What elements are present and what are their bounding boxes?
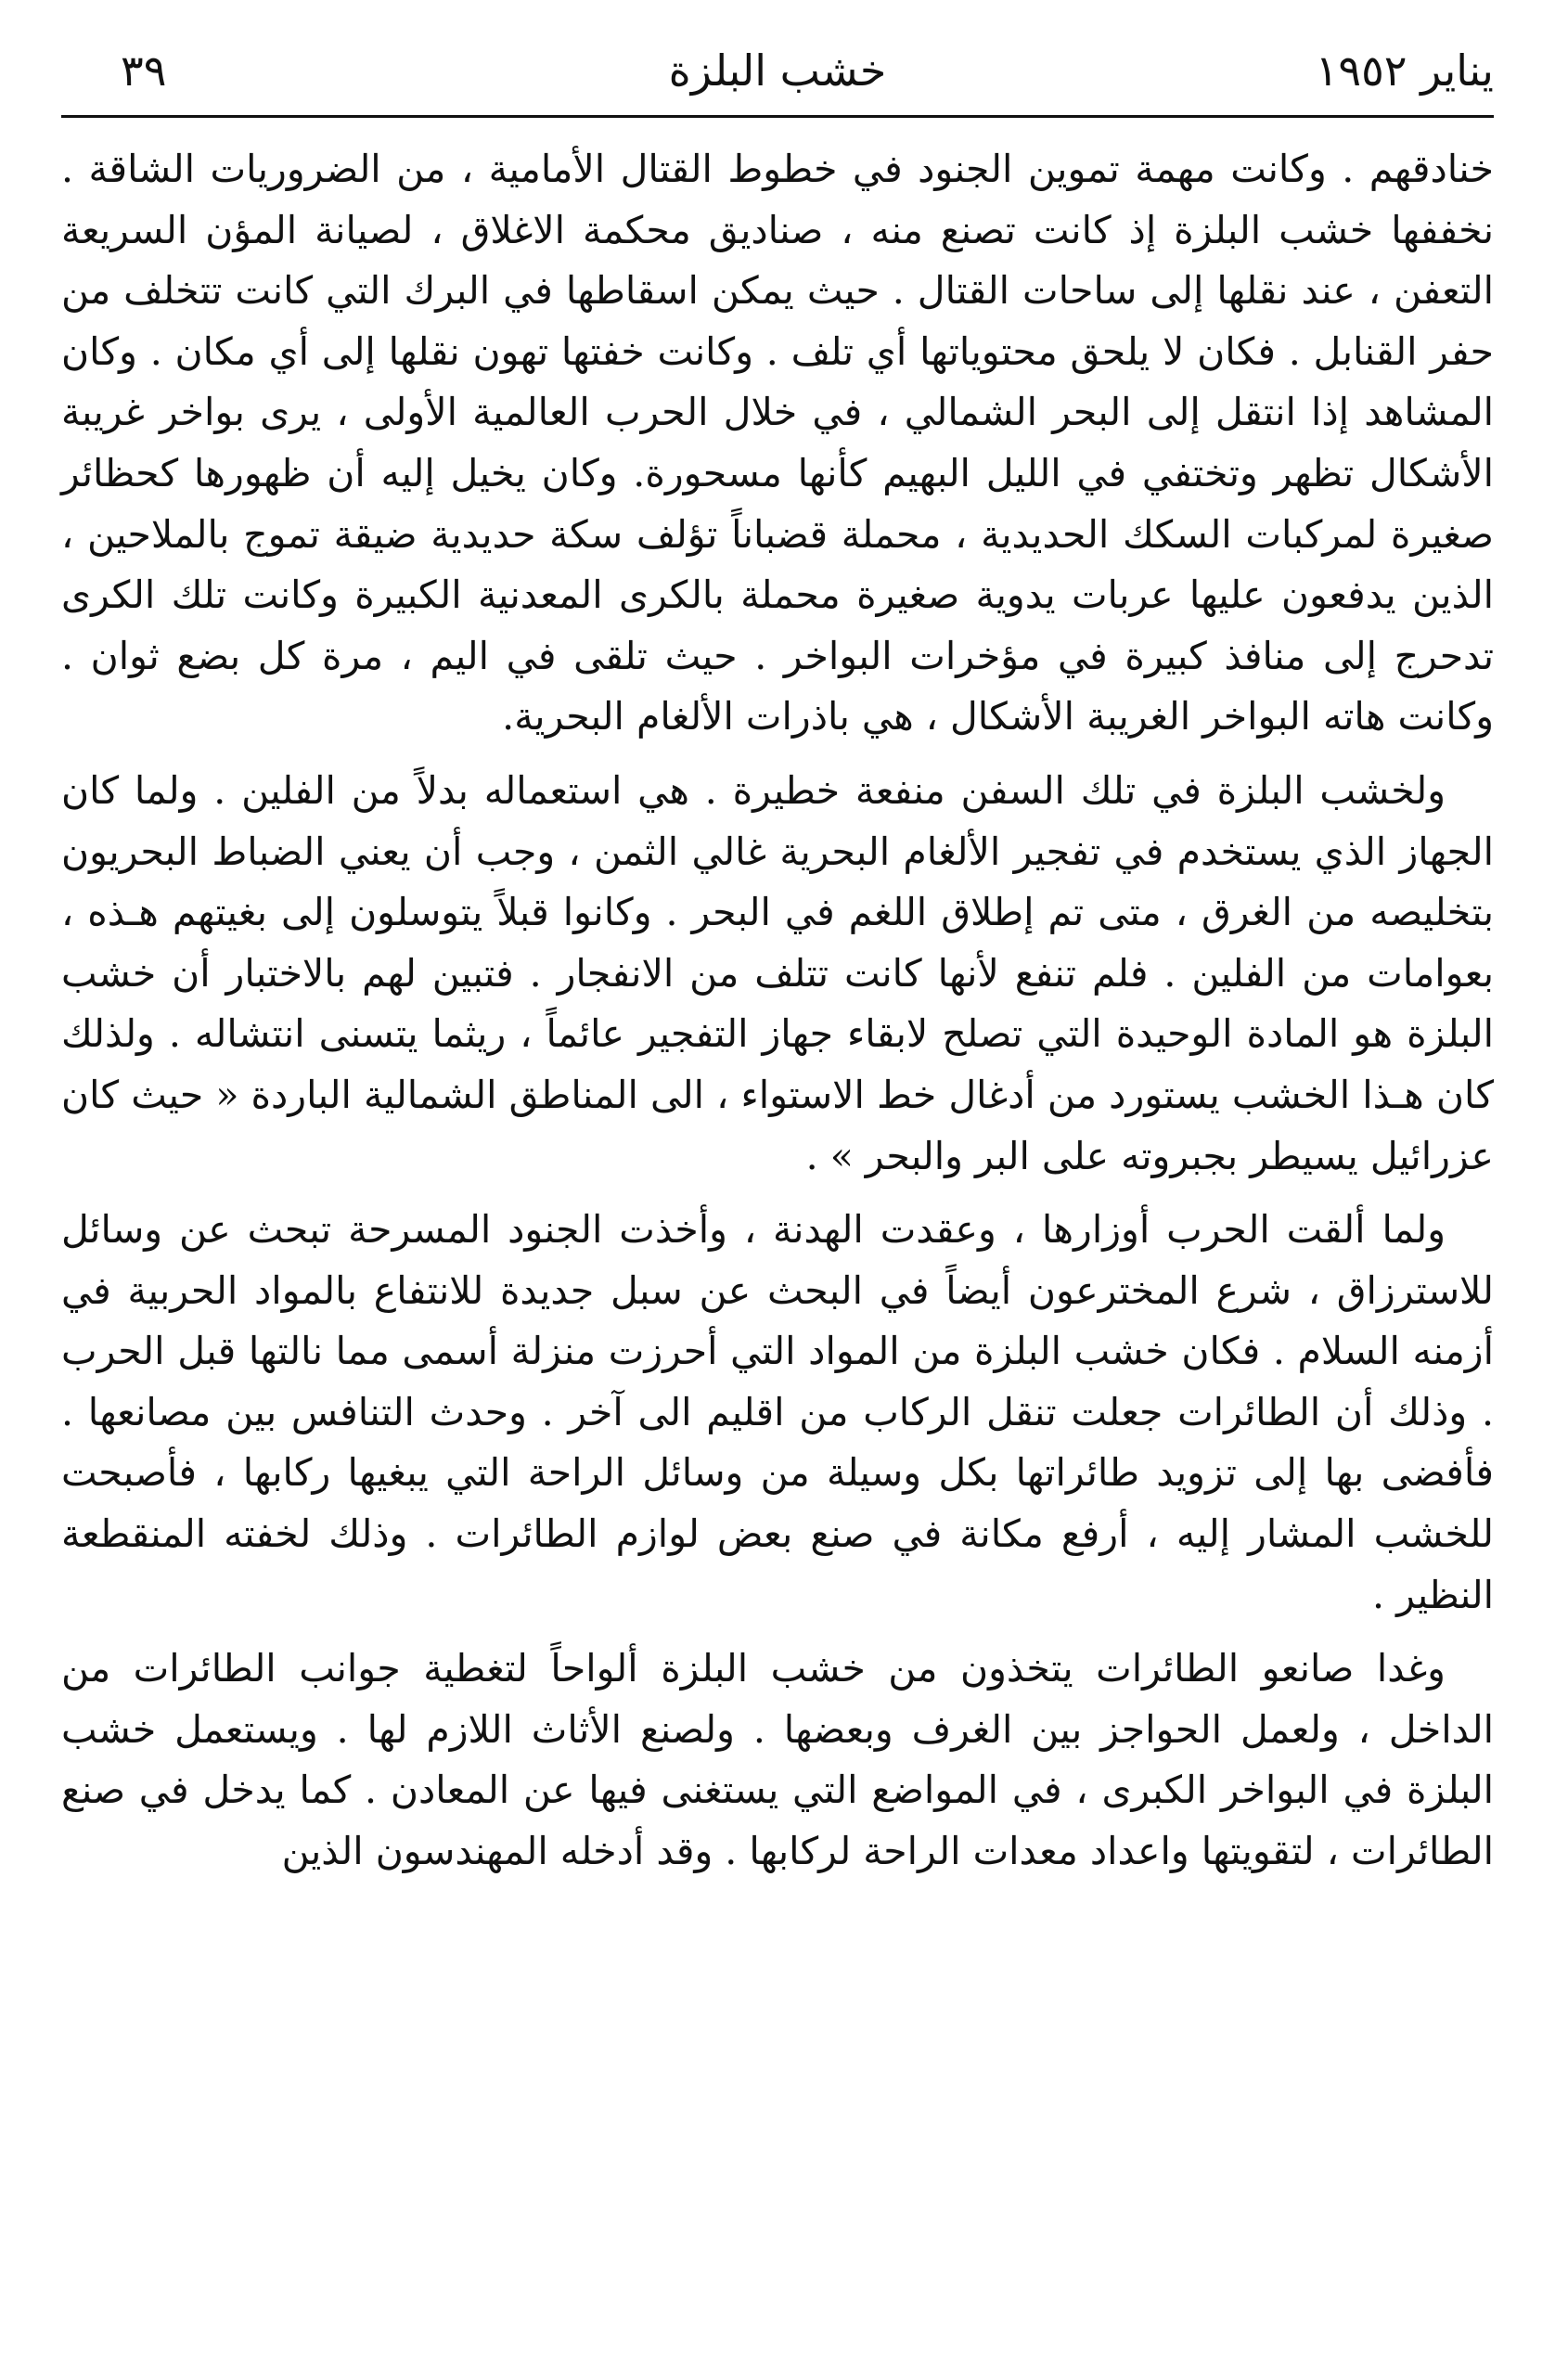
running-header <box>61 26 1494 109</box>
page-number: ٣٩ <box>121 45 167 96</box>
paragraph-2: ولخشب البلزة في تلك السفن منفعة خطيرة . هي استعماله بدلاً من الفلين . ولما كان الجهاز الذي يستخدم في تفجير الألغام البحرية غالي الثمن ، وجب أن يعني الضباط البحريون بتخليصه من الغرق ، متى تم إطلاق اللغم في البحر . وكانوا قبلاً يتوسلون إلى بغيتهم هـذه ، بعوامات من الفلين . فلم تنفع لأنها كانت تتلف من الانفجار . فتبين لهم بالاختبار أن خشب البلزة هو المادة الوحيدة التي تصلح لابقاء جهاز التفجير عائماً ، ريثما يتسنى انتشاله . ولذلك كان هـذا الخشب يستورد من أدغال خط الاستواء ، الى المناطق الشمالية الباردة « حيث كان عزرائيل يسيطر بجبروته على البر والبحر » . <box>61 767 1495 1178</box>
paragraph-4: وغدا صانعو الطائرات يتخذون من خشب البلزة ألواحاً لتغطية جوانب الطائرات من الداخل ، ولعمل الحواجز بين الغرف وبعضها . ولصنع الأثاث اللازم لها . ويستعمل خشب البلزة في البواخر الكبرى ، في المواضع التي يستغنى فيها عن المعادن . كما يدخل في صنع الطائرات ، لتقويتها واعداد معدات الراحة لركابها . وقد أدخله المهندسون الذين <box>61 1646 1494 1874</box>
header-rule <box>61 115 1494 118</box>
article-body <box>61 139 1494 1896</box>
paragraph-3: ولما ألقت الحرب أوزارها ، وعقدت الهدنة ، وأخذت الجنود المسرحة تبحث عن وسائل للاسترزاق ، شرع المخترعون أيضاً في البحث عن سبل جديدة للانتفاع بالمواد الحربية في أزمنه السلام . فكان خشب البلزة من المواد التي أحرزت منزلة أسمى مما نالتها قبل الحرب . وذلك أن الطائرات جعلت تنقل الركاب من اقليم الى آخر . وحدث التنافس بين مصانعها . فأفضى بها إلى تزويد طائراتها بكل وسيلة من وسائل الراحة التي يبغيها ركابها ، فأصبحت للخشب المشار إليه ، أرفع مكانة في صنع بعض لوازم الطائرات . وذلك لخفته المنقطعة النظير . <box>61 1207 1495 1617</box>
paragraph-1: خنادقهم . وكانت مهمة تموين الجنود في خطوط القتال الأمامية ، من الضروريات الشاقة . نخففها خشب البلزة إذ كانت تصنع منه ، صناديق محكمة الاغلاق ، لصيانة المؤن السريعة التعفن ، عند نقلها إلى ساحات القتال . حيث يمكن اسقاطها في البرك التي كانت تتخلف من حفر القنابل . فكان لا يلحق محتوياتها أي تلف . وكانت خفتها تهون نقلها إلى أي مكان . وكان المشاهد إذا انتقل إلى البحر الشمالي ، في خلال الحرب العالمية الأولى ، يرى بواخر غريبة الأشكال تظهر وتختفي في الليل البهيم كأنها مسحورة. وكان يخيل إليه أن ظهورها كحظائر صغيرة لمركبات السكك الحديدية ، محملة قضباناً تؤلف سكة حديدية ضيقة تموج بالملاحين ، الذين يدفعون عليها عربات يدوية صغيرة محملة بالكرى المعدنية الكبيرة وكانت تلك الكرى تدحرج إلى منافذ كبيرة في مؤخرات البواخر . حيث تلقى في اليم ، مرة كل بضع ثوان . وكانت هاته البواخر الغريبة الأشكال ، هي باذرات الألغام البحرية. <box>61 147 1494 739</box>
issue-date: يناير ١٩٥٢ <box>1315 45 1494 96</box>
article-title: خشب البلزة <box>668 45 887 96</box>
